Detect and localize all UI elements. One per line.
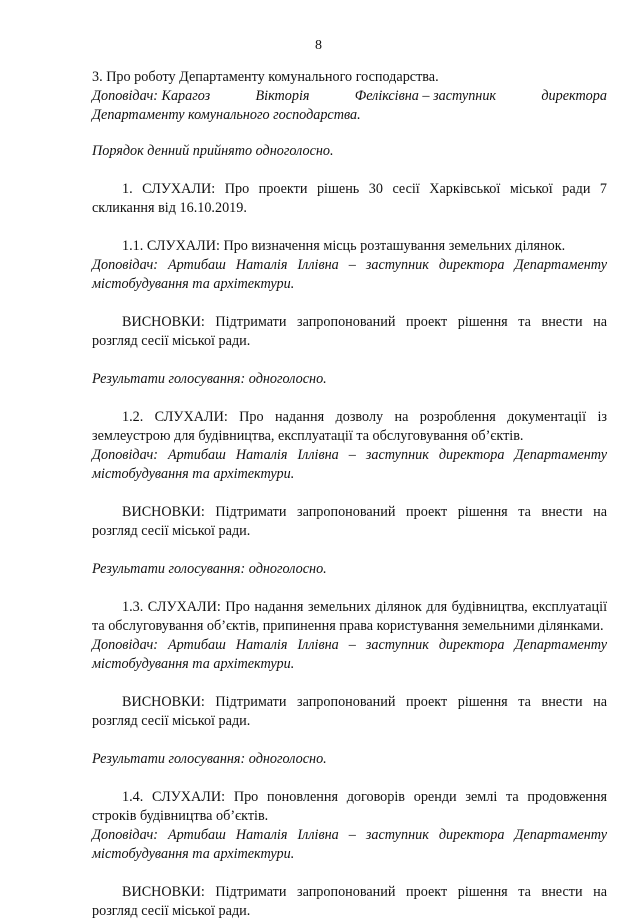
item-1-2 xyxy=(92,408,607,446)
speaker-word: Феліксівна – заступник xyxy=(354,88,497,104)
conclusion-text: Підтримати запропонований проект рішення та внести на розгляд сесії міської ради. xyxy=(92,314,607,349)
conclusion-label: ВИСНОВКИ: xyxy=(122,884,205,900)
conclusion-text: Підтримати запропонований проект рішення та внести на розгляд сесії міської ради. xyxy=(92,694,607,729)
agenda-status: Порядок денний прийнято одноголосно. xyxy=(92,143,334,159)
item-1-3-vote: Результати голосування: одноголосно. xyxy=(92,751,327,767)
conclusion-label: ВИСНОВКИ: xyxy=(122,694,205,710)
item-1-2-vote: Результати голосування: одноголосно. xyxy=(92,561,327,577)
conclusion-label: ВИСНОВКИ: xyxy=(122,504,205,520)
item-1-2-label: 1.2. СЛУХАЛИ: xyxy=(122,409,228,425)
item-1-4-label: 1.4. СЛУХАЛИ: xyxy=(122,789,226,805)
item-1-2-text: Про надання дозволу на розроблення документації із землеустрою для будівництва, експлуатації та обслуговування об’єктів. xyxy=(92,409,608,444)
item-1-3-text: Про надання земельних ділянок для будівництва, експлуатації та обслуговування об’єктів, припинення права користування земельними ділянками. xyxy=(92,599,608,634)
item-1-4-text: Про поновлення договорів оренди землі та продовження строків будівництва об’єктів. xyxy=(92,789,607,824)
page-number: 8 xyxy=(315,38,322,53)
speaker-word: директора xyxy=(541,88,607,104)
item-1-4-conclusion xyxy=(92,883,607,921)
item-1-text: Про проекти рішень 30 сесії Харківської міської ради 7 скликання від 16.10.2019. xyxy=(92,181,608,216)
conclusion-text: Підтримати запропонований проект рішення та внести на розгляд сесії міської ради. xyxy=(92,504,607,539)
agenda-item-3-title: 3. Про роботу Департаменту комунального господарства. xyxy=(92,69,439,85)
item-1-2-conclusion xyxy=(92,503,607,541)
item-1-2-speaker: Доповідач: Артибаш Наталія Іллівна – заступник директора Департаменту містобудування та архітектури. xyxy=(92,447,607,482)
item-1-1-conclusion xyxy=(92,313,607,351)
conclusion-text: Підтримати запропонований проект рішення та внести на розгляд сесії міської ради. xyxy=(92,884,607,919)
item-1-1-vote: Результати голосування: одноголосно. xyxy=(92,371,327,387)
agenda-item-3-speaker xyxy=(92,87,607,106)
item-1-4-speaker: Доповідач: Артибаш Наталія Іллівна – заступник директора Департаменту містобудування та архітектури. xyxy=(92,827,607,862)
item-1-4 xyxy=(92,788,607,826)
item-1-1-text: Про визначення місць розташування земельних ділянок. xyxy=(223,238,566,254)
agenda-item-3-speaker-line2: Департаменту комунального господарства. xyxy=(92,107,361,123)
speaker-word: Доповідач: Карагоз xyxy=(92,88,211,104)
item-1-3-label: 1.3. СЛУХАЛИ: xyxy=(122,599,221,615)
item-1-1-label: 1.1. СЛУХАЛИ: xyxy=(122,238,220,254)
item-1-3-conclusion xyxy=(92,693,607,731)
conclusion-label: ВИСНОВКИ: xyxy=(122,314,205,330)
document-body xyxy=(92,68,607,921)
item-1-3 xyxy=(92,598,607,636)
item-1-1-speaker: Доповідач: Артибаш Наталія Іллівна – заступник директора Департаменту містобудування та архітектури. xyxy=(92,257,607,292)
speaker-word: Вікторія xyxy=(255,88,310,104)
item-1-label: 1. СЛУХАЛИ: xyxy=(122,181,216,197)
item-1-1 xyxy=(92,237,607,256)
item-1-3-speaker: Доповідач: Артибаш Наталія Іллівна – заступник директора Департаменту містобудування та архітектури. xyxy=(92,637,607,672)
item-1 xyxy=(92,180,607,218)
